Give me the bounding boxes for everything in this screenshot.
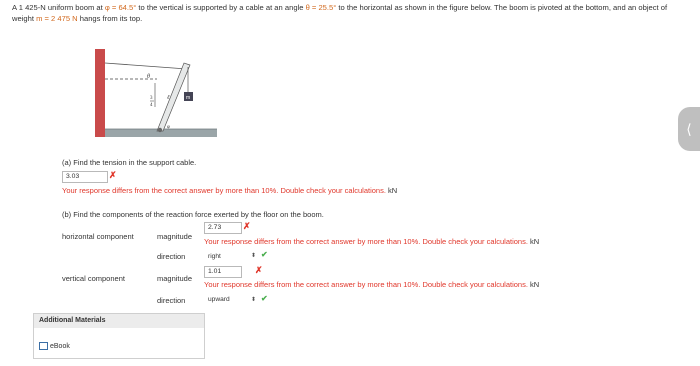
horizontal-direction-value: right [208, 253, 221, 260]
mass-label: m [186, 95, 191, 101]
horizontal-feedback-line [204, 237, 539, 246]
phi-value: φ = 64.5° [104, 3, 137, 12]
chevron-left-icon: ⟨ [686, 121, 692, 137]
theta-value: θ = 25.5° [305, 3, 337, 12]
vertical-feedback: Your response differs from the correct answer by more than 10%. Double check your calculations. [204, 280, 528, 289]
correct-check-icon: ✔ [261, 294, 268, 303]
problem-text-4: hangs from its top. [77, 14, 143, 23]
horizontal-direction-select[interactable] [204, 251, 248, 263]
book-icon [39, 342, 48, 350]
additional-materials-panel [33, 313, 205, 359]
part-a-unit: kN [388, 186, 398, 195]
problem-text-3: to the horizontal as shown in the figure below. The boom is pivoted at the bottom, and an object of weight [12, 3, 668, 23]
vertical-unit: kN [530, 280, 540, 289]
phi-label: φ [167, 125, 170, 130]
horizontal-direction-label: direction [157, 252, 186, 261]
cable [105, 63, 187, 69]
theta-label: θ [147, 74, 150, 80]
part-a-feedback-line [62, 186, 397, 195]
vertical-feedback-line [204, 280, 539, 289]
boom-diagram [95, 47, 225, 139]
horizontal-magnitude-input[interactable]: 2.73 [204, 222, 242, 234]
ebook-link[interactable]: eBook [50, 342, 70, 350]
wall [95, 49, 105, 137]
boom-figure [95, 47, 225, 139]
vertical-magnitude-label: magnitude [157, 274, 193, 283]
side-panel-tab[interactable] [678, 107, 700, 151]
ebook-link-row [34, 328, 204, 350]
select-arrows-icon: ⬍ [251, 297, 257, 303]
problem-text-2: to the vertical is supported by a cable at an angle [136, 3, 306, 12]
horizontal-magnitude-label: magnitude [157, 232, 193, 241]
vertical-direction-label: direction [157, 296, 186, 305]
additional-materials-title: Additional Materials [34, 314, 204, 328]
part-a-question: (a) Find the tension in the support cable. [62, 158, 197, 167]
fraction-denominator: 4 [150, 103, 153, 108]
vertical-magnitude-input[interactable]: 1.01 [204, 266, 242, 278]
part-b-question: (b) Find the components of the reaction force exerted by the floor on the boom. [62, 210, 324, 219]
incorrect-icon: ✗ [109, 170, 117, 180]
select-arrows-icon: ⬍ [251, 253, 257, 259]
vertical-incorrect-icon: ✗ [255, 265, 263, 275]
vertical-direction-value: upward [208, 296, 230, 303]
pivot [158, 128, 162, 132]
fraction-numerator: 3 [150, 96, 153, 101]
part-a-feedback: Your response differs from the correct answer by more than 10%. Double check your calculations. [62, 186, 386, 195]
tension-input[interactable]: 3.03 [62, 171, 108, 183]
correct-check-icon: ✔ [261, 250, 268, 259]
problem-statement [12, 2, 690, 24]
horizontal-incorrect-icon: ✗ [243, 221, 251, 231]
length-label: ℓ [167, 95, 170, 101]
vertical-component-label: vertical component [62, 274, 125, 283]
horizontal-unit: kN [530, 237, 540, 246]
horizontal-component-label: horizontal component [62, 232, 134, 241]
horizontal-feedback: Your response differs from the correct answer by more than 10%. Double check your calculations. [204, 237, 528, 246]
weight-value: m = 2 475 N [36, 14, 78, 23]
vertical-direction-select[interactable] [204, 294, 248, 306]
problem-text-1: A 1 425-N uniform boom at [12, 3, 105, 12]
